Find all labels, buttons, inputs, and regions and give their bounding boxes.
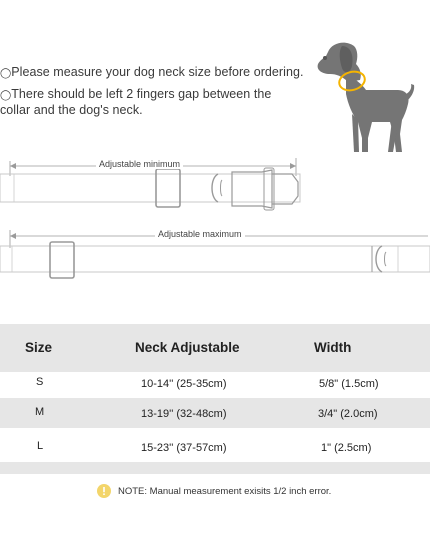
- table-row-size: S: [36, 376, 44, 388]
- table-row-size: L: [37, 440, 44, 452]
- adjustable-minimum-label: Adjustable minimum: [96, 159, 183, 169]
- width-column-header: Width: [314, 340, 352, 355]
- adjustable-maximum-label: Adjustable maximum: [155, 229, 245, 239]
- instruction-2-continued: [0, 102, 143, 119]
- size-column-header: Size: [25, 340, 53, 355]
- table-row-width: 1" (2.5cm): [321, 442, 372, 454]
- exclamation-icon: [97, 484, 111, 498]
- table-row-width: 3/4" (2.0cm): [318, 408, 378, 420]
- table-bottom-band: [0, 462, 430, 474]
- table-row-size: M: [35, 406, 45, 418]
- instruction-text: Please measure your dog neck size before ordering.: [11, 65, 304, 79]
- instruction-text: There should be left 2 fingers gap between the: [11, 87, 272, 101]
- table-row-neck: 13-19'' (32-48cm): [141, 408, 227, 420]
- neck-column-header: Neck Adjustable: [135, 340, 240, 355]
- table-row-width: 5/8" (1.5cm): [319, 378, 379, 390]
- table-row-neck: 10-14'' (25-35cm): [141, 378, 227, 390]
- table-row-neck: 15-23'' (37-57cm): [141, 442, 227, 454]
- dog-illustration-icon: [306, 34, 416, 156]
- measurement-note: NOTE: Manual measurement exisits 1/2 inch error.: [118, 486, 332, 497]
- instruction-1: [0, 64, 304, 82]
- instruction-text: collar and the dog's neck.: [0, 103, 143, 117]
- instruction-marker: ◯: [0, 68, 12, 79]
- instruction-marker: ◯: [0, 90, 12, 101]
